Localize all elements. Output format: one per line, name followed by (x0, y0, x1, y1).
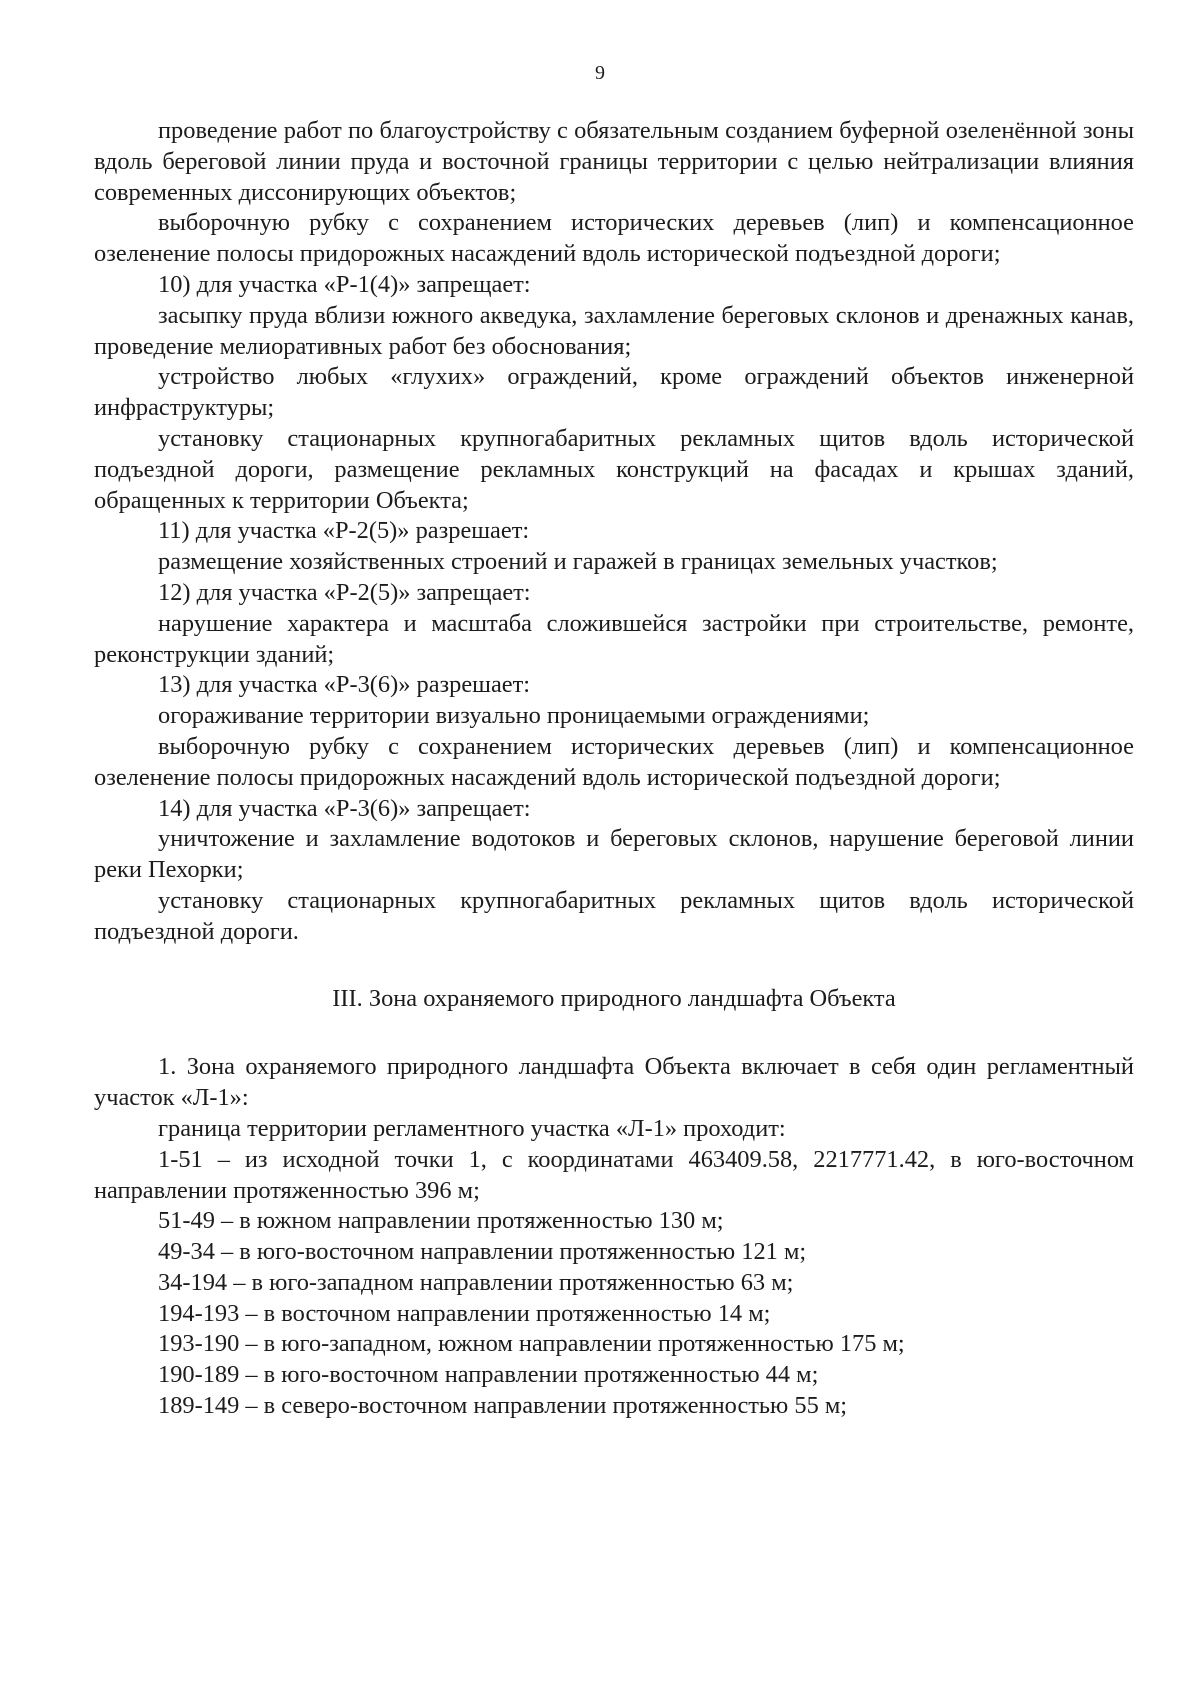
page-number: 9 (595, 62, 605, 84)
boundary-segment: 34-194 – в юго-западном направлении протяженностью 63 м; (158, 1268, 794, 1296)
paragraph: установку стационарных крупногабаритных рекламных щитов вдоль исторической подъездной дороги. (94, 886, 1134, 945)
paragraph: выборочную рубку с сохранением исторических деревьев (лип) и компенсационное озеленение полосы придорожных насаждений вдоль исторической подъездной дороги; (94, 209, 1134, 268)
paragraph: 12) для участка «Р-2(5)» запрещает: (158, 578, 531, 606)
paragraph: засыпку пруда вблизи южного акведука, захламление береговых склонов и дренажных канав, проведение мелиоративных работ без обоснования; (94, 301, 1134, 360)
boundary-segment: 189-149 – в северо-восточном направлении протяженностью 55 м; (158, 1392, 848, 1420)
boundary-segment: 190-189 – в юго-восточном направлении протяженностью 44 м; (158, 1361, 819, 1389)
paragraph: огораживание территории визуально проницаемыми ограждениями; (158, 702, 870, 730)
document-body (94, 116, 1134, 1422)
paragraph: граница территории регламентного участка «Л-1» проходит: (158, 1114, 786, 1142)
paragraph: 11) для участка «Р-2(5)» разрешает: (158, 517, 530, 545)
paragraph: устройство любых «глухих» ограждений, кроме ограждений объектов инженерной инфраструктуры; (94, 363, 1134, 422)
paragraph: 10) для участка «Р-1(4)» запрещает: (158, 270, 531, 298)
section-heading: III. Зона охраняемого природного ландшафта Объекта (332, 984, 896, 1012)
paragraph: выборочную рубку с сохранением исторических деревьев (лип) и компенсационное озеленение полосы придорожных насаждений вдоль исторической подъездной дороги; (94, 732, 1134, 791)
paragraph: 14) для участка «Р-3(6)» запрещает: (158, 794, 531, 822)
boundary-segment: 51-49 – в южном направлении протяженностью 130 м; (158, 1207, 724, 1235)
paragraph: 13) для участка «Р-3(6)» разрешает: (158, 671, 531, 699)
boundary-segment: 1-51 – из исходной точки 1, с координатами 463409.58, 2217771.42, в юго-восточном направлении протяженностью 396 м; (94, 1145, 1134, 1204)
boundary-segment: 194-193 – в восточном направлении протяженностью 14 м; (158, 1299, 771, 1327)
boundary-segment: 49-34 – в юго-восточном направлении протяженностью 121 м; (158, 1238, 807, 1266)
boundary-segment: 193-190 – в юго-западном, южном направлении протяженностью 175 м; (158, 1330, 905, 1358)
paragraph: нарушение характера и масштаба сложившейся застройки при строительстве, ремонте, реконструкции зданий; (94, 609, 1134, 668)
paragraph: проведение работ по благоустройству с обязательным созданием буферной озеленённой зоны вдоль береговой линии пруда и восточной границы территории с целью нейтрализации влияния современных диссонирующих объектов; (94, 117, 1134, 206)
paragraph: установку стационарных крупногабаритных рекламных щитов вдоль исторической подъездной дороги, размещение рекламных конструкций на фасадах и крышах зданий, обращенных к территории Объекта; (94, 424, 1134, 514)
paragraph: 1. Зона охраняемого природного ландшафта Объекта включает в себя один регламентный участок «Л-1»: (94, 1053, 1134, 1112)
paragraph: размещение хозяйственных строений и гаражей в границах земельных участков; (158, 548, 998, 576)
paragraph: уничтожение и захламление водотоков и береговых склонов, нарушение береговой линии реки Пехорки; (94, 825, 1134, 884)
